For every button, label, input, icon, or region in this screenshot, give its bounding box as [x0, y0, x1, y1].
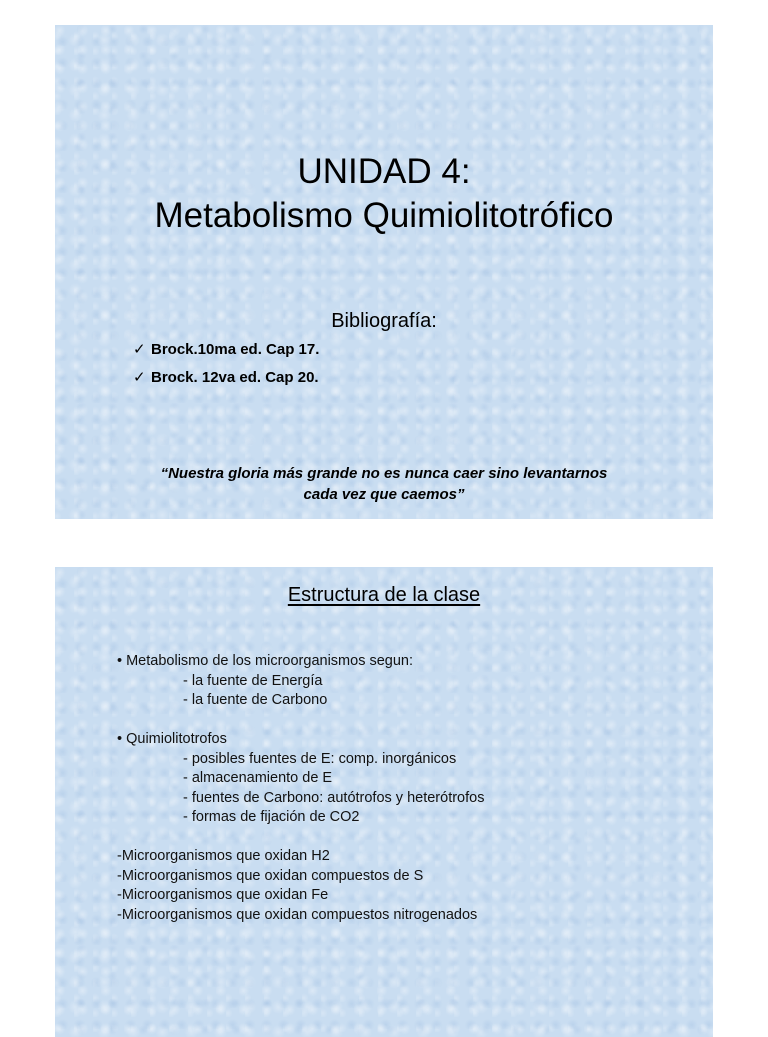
- outline-subitem: - posibles fuentes de E: comp. inorgánicos: [183, 750, 457, 767]
- quote-line: “Nuestra gloria más grande no es nunca caer sino levantarnos: [160, 465, 608, 482]
- outline-subitem: - la fuente de Energía: [183, 672, 323, 689]
- outline-subitem: - la fuente de Carbono: [183, 692, 328, 708]
- outline-item: -Microorganismos que oxidan H2: [117, 848, 330, 864]
- outline-item: -Microorganismos que oxidan Fe: [117, 887, 329, 903]
- checkmark-icon: ✓: [133, 341, 146, 358]
- outline-bullet: • Metabolismo de los microorganismos segun:: [117, 653, 414, 669]
- outline-item: -Microorganismos que oxidan compuestos nitrogenados: [117, 906, 478, 923]
- outline-subitem: - formas de fijación de CO2: [183, 809, 360, 825]
- slide-class-structure: [55, 567, 713, 1037]
- checkmark-icon: ✓: [133, 369, 146, 386]
- outline-item: -Microorganismos que oxidan compuestos de S: [117, 867, 424, 884]
- unit-title: UNIDAD 4:: [297, 152, 471, 191]
- bibliography-heading: Bibliografía:: [331, 310, 437, 332]
- outline-spacer: [117, 828, 484, 848]
- slide-title-heading: [55, 150, 713, 238]
- bibliography-item: [133, 339, 319, 367]
- class-outline: [117, 652, 484, 925]
- quote: [95, 463, 673, 505]
- outline-bullet: • Quimiolitotrofos: [117, 731, 227, 747]
- slide-heading: [55, 584, 713, 607]
- outline-spacer: [117, 711, 484, 731]
- bibliography-item: [133, 367, 319, 395]
- bibliography-item-text: Brock. 12va ed. Cap 20.: [151, 369, 319, 386]
- bibliography-list: [133, 339, 319, 395]
- slide-heading-text: Estructura de la clase: [287, 584, 481, 606]
- slide-title: [55, 25, 713, 519]
- outline-subitem: - fuentes de Carbono: autótrofos y heterótrofos: [183, 789, 485, 806]
- quote-line: cada vez que caemos”: [303, 486, 465, 503]
- bibliography-item-text: Brock.10ma ed. Cap 17.: [151, 341, 320, 358]
- outline-subitem: - almacenamiento de E: [183, 770, 333, 786]
- unit-subtitle: Metabolismo Quimiolitotrófico: [154, 196, 614, 235]
